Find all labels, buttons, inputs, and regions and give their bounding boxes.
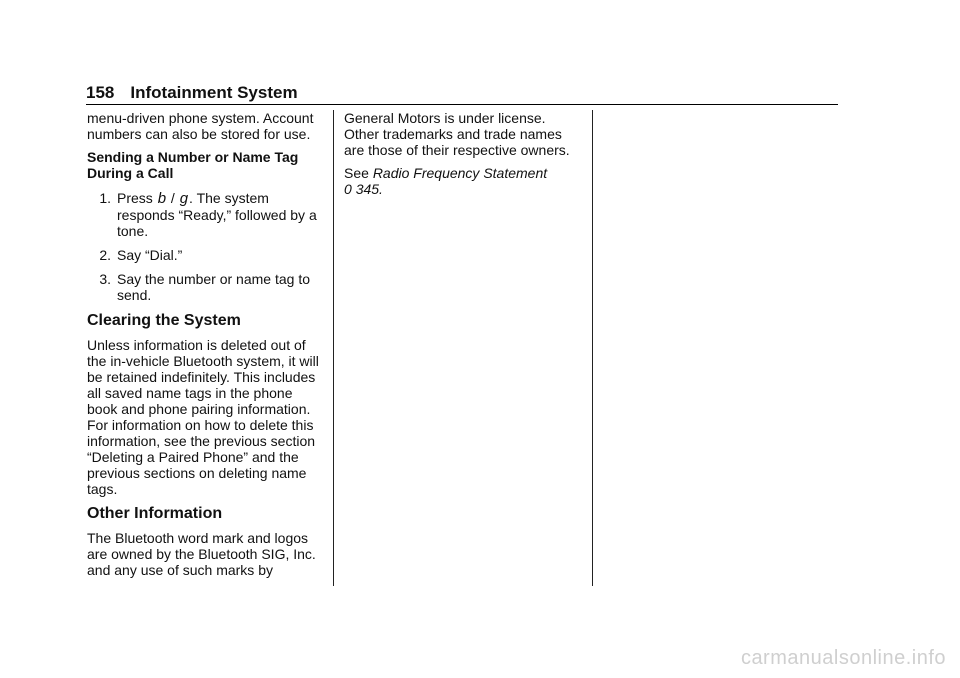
list-item: 1. Press b / g. The system responds “Ready,” followed by a tone.	[99, 190, 317, 239]
intro-paragraph: menu-driven phone system. Account numbers can also be stored for use.	[87, 110, 314, 142]
column-divider-right	[592, 110, 593, 586]
heading-other-information: Other Information	[87, 505, 223, 522]
list-item: 3. Say the number or name tag to send.	[99, 271, 310, 303]
talk-button-icon: b	[157, 190, 167, 207]
page-arrow-icon: 0	[344, 181, 352, 197]
page-number: 158	[86, 83, 115, 102]
continued-paragraph: General Motors is under license. Other trademarks and trade names are those of their respective owners.	[344, 110, 570, 158]
reference-page[interactable]: 345	[355, 181, 380, 197]
see-reference: See Radio Frequency Statement 0 345.	[344, 165, 548, 197]
page-title: Infotainment System	[130, 83, 298, 102]
reference-link[interactable]: Radio Frequency Statement	[372, 165, 548, 181]
page-header	[86, 82, 838, 105]
watermark: carmanualsonline.info	[740, 647, 946, 669]
column-left	[87, 110, 325, 585]
column-divider-left	[333, 110, 334, 586]
list-item: 2. Say “Dial.”	[99, 247, 183, 263]
other-paragraph: The Bluetooth word mark and logos are owned by the Bluetooth SIG, Inc. and any use of such marks by	[87, 530, 316, 578]
steps-list	[87, 190, 325, 303]
subheading-sending: Sending a Number or Name Tag During a Call	[87, 149, 299, 181]
heading-clearing-system: Clearing the System	[87, 312, 241, 329]
push-to-talk-icon: g	[179, 190, 189, 207]
column-middle	[344, 110, 584, 204]
clearing-paragraph: Unless information is deleted out of the in-vehicle Bluetooth system, it will be retained indefinitely. This includes all saved name tags in the phone book and phone pairing information. For information on how to delete this information, see the previous section “Deleting a Paired Phone” and the previous sections on deleting name tags.	[87, 337, 319, 497]
